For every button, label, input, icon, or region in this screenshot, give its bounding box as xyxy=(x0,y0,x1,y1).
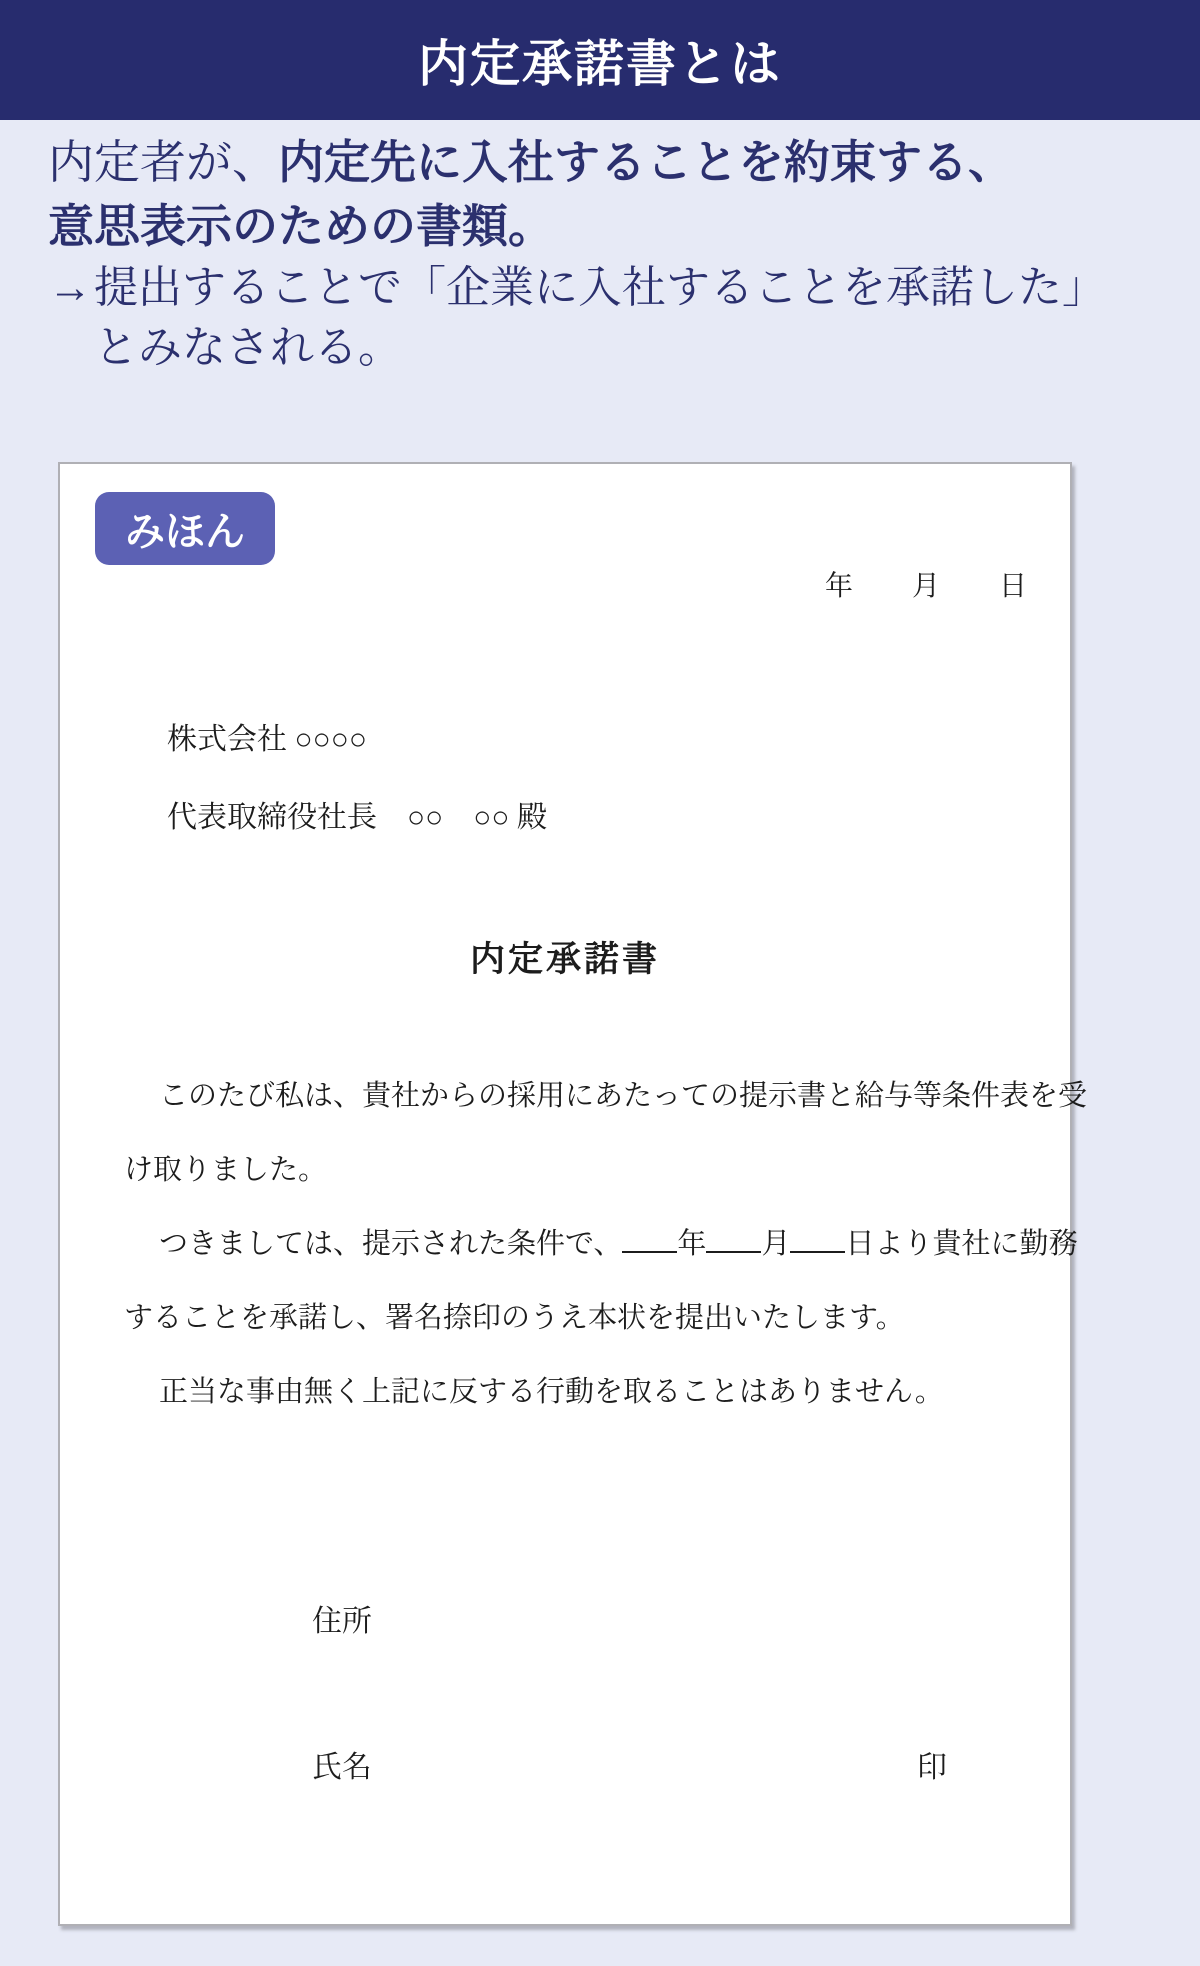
body-line-3-segment: 月 xyxy=(761,1228,791,1260)
address-label: 住所 xyxy=(312,1605,372,1638)
body-line-3-segment: つきましては、提示された条件で、 xyxy=(159,1228,623,1260)
intro-lead-bold-1: 内定先に入社することを約束する、 xyxy=(278,136,1014,188)
arrow-note-text xyxy=(94,258,1178,378)
fill-in-blank xyxy=(622,1247,677,1253)
intro-lead-regular: 内定者が、 xyxy=(48,136,278,188)
intro-text xyxy=(48,130,1168,258)
arrow-note-line-2: とみなされる。 xyxy=(94,323,402,372)
body-line-2: け取りました。 xyxy=(124,1154,328,1186)
document-body xyxy=(124,1076,1088,1446)
sample-badge: みほん xyxy=(95,492,275,565)
header-band xyxy=(0,0,1200,120)
intro-lead-bold-2: 意思表示のための書類。 xyxy=(48,200,554,252)
recipient-person: 代表取締役社長 ○○ ○○ 殿 xyxy=(167,801,547,834)
arrow-note-line-1: 提出することで「企業に入社することを承諾した」 xyxy=(94,263,1106,312)
body-line-1: このたび私は、貴社からの採用にあたっての提示書と給与等条件表を受 xyxy=(159,1080,1088,1112)
body-line-3-segment: 年 xyxy=(677,1228,707,1260)
body-line-4: することを承諾し、署名捺印のうえ本状を提出いたします。 xyxy=(124,1302,905,1334)
sample-document-card xyxy=(58,462,1088,1926)
recipient-company: 株式会社 ○○○○ xyxy=(167,723,367,756)
seal-label: 印 xyxy=(917,1751,947,1784)
arrow-icon: → xyxy=(48,263,92,312)
fill-in-blank xyxy=(706,1247,761,1253)
document-title: 内定承諾書 xyxy=(469,940,660,979)
date-line: 年 月 日 xyxy=(824,571,1028,602)
body-line-5: 正当な事由無く上記に反する行動を取ることはありません。 xyxy=(159,1376,944,1408)
arrow-note xyxy=(48,258,1178,378)
page-title: 内定承諾書とは xyxy=(418,36,782,92)
body-line-3-segment: 日より貴社に勤務 xyxy=(845,1228,1078,1260)
body-line-3 xyxy=(124,1224,1078,1298)
fill-in-blank xyxy=(790,1247,845,1253)
name-label: 氏名 xyxy=(312,1751,372,1784)
